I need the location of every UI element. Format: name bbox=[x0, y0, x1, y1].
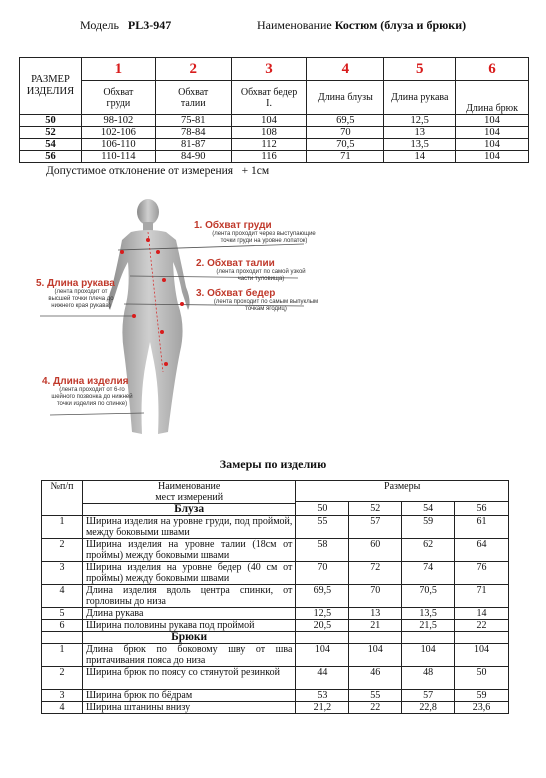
product-name-heading bbox=[257, 18, 466, 33]
label-sleeve: 5. Длина рукава (лента проходит от высшей точки плеча до нижнего края рукава) bbox=[36, 278, 115, 309]
col-number-header: №п/п bbox=[42, 481, 83, 516]
table-row: 2 Ширина брюк по поясу со стянутой резинкой 44 46 48 50 bbox=[42, 667, 509, 690]
header-blouse-length: Длина блузы bbox=[307, 81, 384, 115]
product-name-label: Наименование bbox=[257, 18, 332, 32]
label-chest: 1. Обхват груди (лента проходит через выступающие точки груди на уровне лопаток) bbox=[194, 220, 316, 244]
product-name-value: Костюм (блуза и брюки) bbox=[334, 18, 467, 32]
model-heading bbox=[80, 18, 171, 33]
column-number: 6 bbox=[456, 58, 529, 81]
model-code: PL3-947 bbox=[127, 18, 172, 32]
size-row: 54 106-110 81-87 112 70,5 13,5 104 bbox=[20, 139, 529, 151]
col-sizes-header: Размеры bbox=[296, 481, 509, 502]
header-waist: Обхват талии bbox=[155, 81, 231, 115]
table-row: 4 Ширина штанины внизу 21,2 22 22,8 23,6 bbox=[42, 702, 509, 714]
table-row: 2 Ширина изделия на уровне талии (18см от проймы) между боковыми швами 58 60 62 64 bbox=[42, 539, 509, 562]
table-row: 3 Ширина изделия на уровне бедер (40 см от проймы) между боковыми швами 70 72 74 76 bbox=[42, 562, 509, 585]
section-pants: Брюки bbox=[82, 632, 295, 644]
tolerance-value: + 1см bbox=[241, 165, 270, 177]
measurement-figure bbox=[36, 192, 336, 442]
table-row: 6 Ширина половины рукава под проймой 20,5 21 21,5 22 bbox=[42, 620, 509, 632]
table-row: 4 Длина изделия вдоль центра спинки, от горловины до низа 69,5 70 70,5 71 bbox=[42, 585, 509, 608]
table-row: 3 Ширина брюк по бёдрам 53 55 57 59 bbox=[42, 690, 509, 702]
col-name-header: Наименование мест измерений bbox=[82, 481, 295, 504]
size-row: 50 98-102 75-81 104 69,5 12,5 104 bbox=[20, 115, 529, 127]
column-number: 5 bbox=[384, 58, 456, 81]
size-header: 56 bbox=[455, 502, 509, 516]
size-chart-table bbox=[19, 57, 529, 163]
garment-measurements-table bbox=[41, 480, 509, 714]
table-row: 1 Длина брюк по боковому шву от шва притачивания пояса до низа 104 104 104 104 bbox=[42, 644, 509, 667]
column-number: 4 bbox=[307, 58, 384, 81]
label-length: 4. Длина изделия (лента проходит от 6-го шейного позвонка до нижней точки изделия по спинке) bbox=[42, 376, 133, 407]
size-header: 50 bbox=[296, 502, 349, 516]
measurements-title: Замеры по изделию bbox=[219, 457, 327, 471]
header-pants-length: Длина брюк bbox=[456, 81, 529, 115]
header-hips: Обхват бедер I. bbox=[231, 81, 307, 115]
label-waist: 2. Обхват талии (лента проходит по самой узкой части туловища) bbox=[196, 258, 306, 282]
tolerance-note: Допустимое отклонение от измерения + 1см bbox=[46, 165, 270, 177]
section-blouse: Блуза bbox=[82, 504, 295, 516]
header-chest: Обхват груди bbox=[81, 81, 155, 115]
column-number: 1 bbox=[81, 58, 155, 81]
size-row: 52 102-106 78-84 108 70 13 104 bbox=[20, 127, 529, 139]
table-row: 5 Длина рукава 12,5 13 13,5 14 bbox=[42, 608, 509, 620]
size-row: 56 110-114 84-90 116 71 14 104 bbox=[20, 151, 529, 163]
size-header: 54 bbox=[402, 502, 455, 516]
table-row: 1 Ширина изделия на уровне груди, под проймой, между боковыми швами 55 57 59 61 bbox=[42, 516, 509, 539]
size-header: 52 bbox=[349, 502, 402, 516]
model-label: Модель bbox=[80, 18, 119, 32]
label-hips: 3. Обхват бедер (лента проходит по самым выпуклым точкам ягодиц) bbox=[196, 288, 319, 312]
size-column-header: РАЗМЕР ИЗДЕЛИЯ bbox=[20, 58, 82, 115]
column-number: 2 bbox=[155, 58, 231, 81]
column-number: 3 bbox=[231, 58, 307, 81]
header-sleeve-length: Длина рукава bbox=[384, 81, 456, 115]
